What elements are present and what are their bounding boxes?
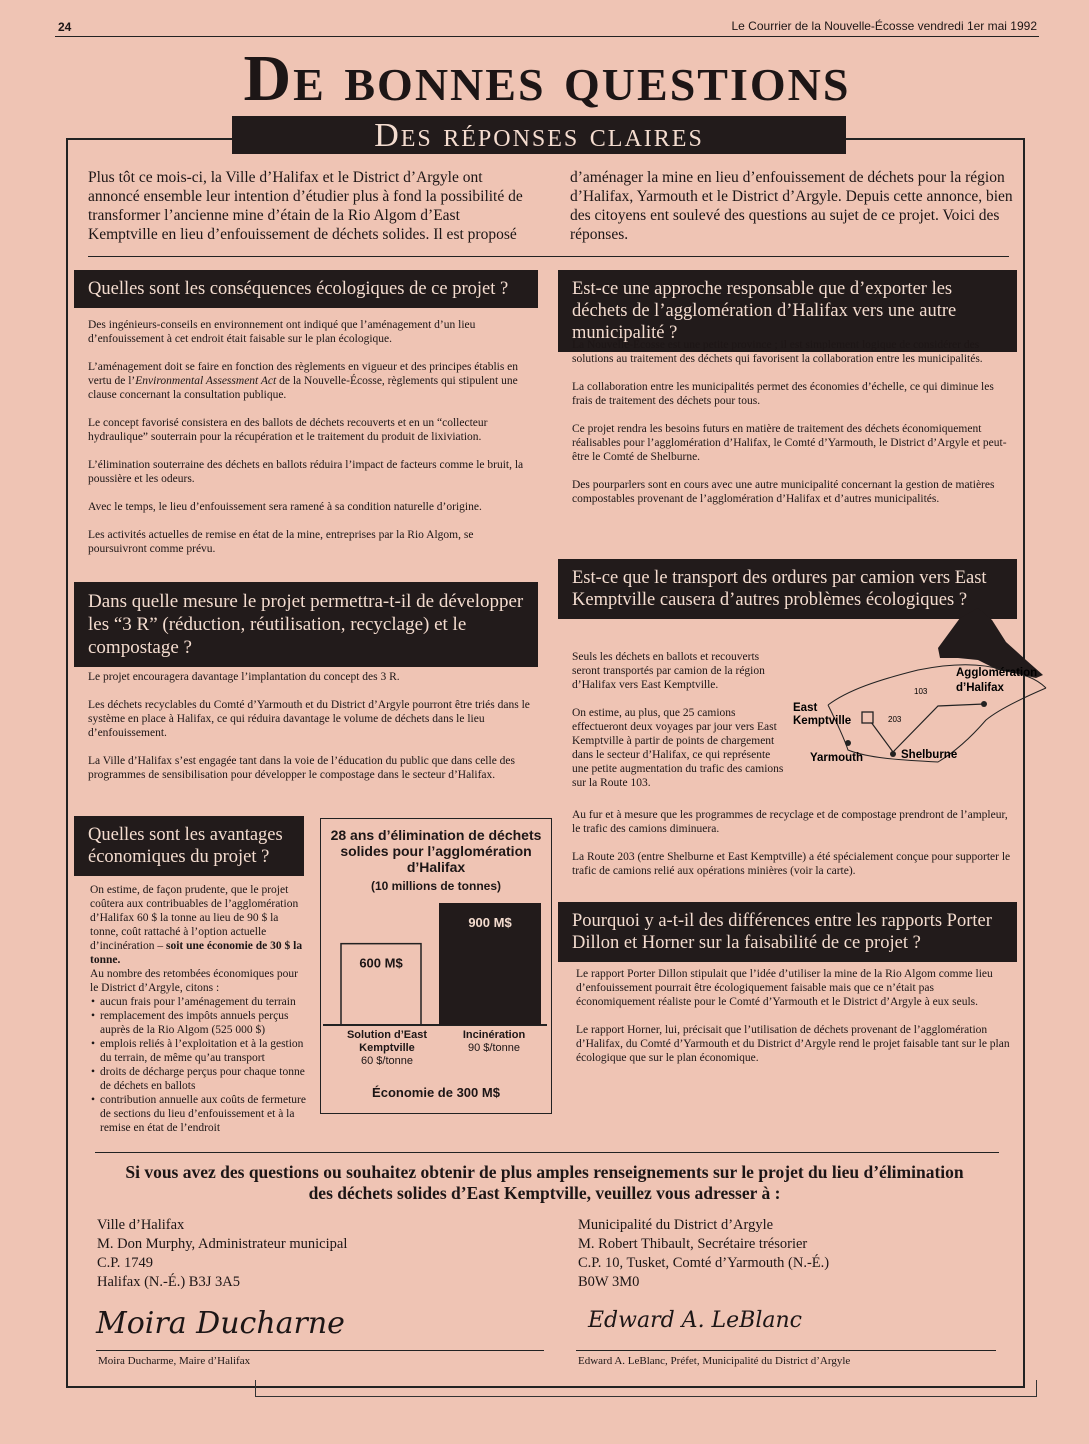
paragraph: L’élimination souterraine des déchets en ballots réduira l’impact de facteurs comme le bruit, la poussière et les odeurs. <box>88 459 524 485</box>
list-item: • aucun frais pour l’aménagement du terrain <box>100 995 308 1009</box>
chart-title: 28 ans d’élimination de déchets solides pour l’agglomération d’Halifax <box>330 827 542 875</box>
signature-caption: Edward A. LeBlanc, Préfet, Municipalité du District d’Argyle <box>578 1355 851 1367</box>
halifax-marker <box>981 701 987 707</box>
address-line: C.P. 10, Tusket, Comté d’Yarmouth (N.-É.) <box>578 1255 830 1271</box>
east-kemptville-label-2: Kemptville <box>793 715 852 727</box>
question-economics-title: Quelles sont les avantages économiques du projet ? <box>74 816 304 876</box>
question-ecology-title: Quelles sont les conséquences écologiques de ce projet ? <box>74 270 538 308</box>
paragraph: Seuls les déchets en ballots et recouverts seront transportés par camion de la région d’Halifax vers East Kemptville. <box>572 651 765 691</box>
footer-question: Si vous avez des questions ou souhaitez obtenir de plus amples renseignements sur le projet du lieu d’élimination des déchets solides d’East Kemptville, veuillez vous adresser à : <box>125 1162 964 1203</box>
signature-caption: Moira Ducharme, Maire d’Halifax <box>98 1355 251 1367</box>
east-kemptville-label: East <box>793 702 818 714</box>
newspaper-dateline: Le Courrier de la Nouvelle-Écosse vendredi 1er mai 1992 <box>731 19 1037 33</box>
argyle-contact <box>578 1216 998 1292</box>
paragraph: Des pourparlers sont en cours avec une autre municipalité concernant la gestion de matières compostables provenant de l’agglomération d’Halifax et d’autres municipalités. <box>572 479 995 505</box>
subheadline: Des réponses claires <box>232 116 846 154</box>
question-transport-body <box>572 650 786 804</box>
address-line: B0W 3M0 <box>578 1274 640 1290</box>
paragraph: La Nouvelle-Écosse est une petite province ; il est simplement logique de considérer des solutions au traitement des déchets qui favorisent la collaboration entre les municipalités. <box>572 339 983 365</box>
headline: De bonnes questions <box>243 42 851 115</box>
signature-line <box>576 1350 996 1351</box>
signature-argyle: Edward A. LeBlanc <box>588 1308 802 1333</box>
shelburne-marker <box>890 751 896 757</box>
paragraph: Ce projet rendra les besoins futurs en matière de traitement des déchets économiquement réalisables pour l’agglomération d’Halifax, le Comté d’Yarmouth, le District d’Argyle et peut-être le Comté de Shelburne. <box>572 423 1007 463</box>
question-3r-title: Dans quelle mesure le projet permettra-t-il de développer les “3 R” (réduction, réutilisation, recyclage) et le compostage ? <box>74 582 538 667</box>
paragraph: La collaboration entre les municipalités permet des économies d’échelle, ce qui diminue les frais de traitement des déchets pour tous. <box>572 381 994 407</box>
paragraph: Le rapport Porter Dillon stipulait que l’idée d’utiliser la mine de la Rio Algom comme lieu d’enfouissement pourrait être écologiquement faisable mais que ce n’était pas économiquement réaliste pour le Comté d’Yarmouth et le District d’Argyle à eux seuls. <box>576 968 993 1008</box>
paragraph: Le rapport Horner, lui, précisait que l’utilisation de déchets provenant de l’agglomération d’Halifax, du Comté d’Yarmouth et du District d’Argyle rend le projet faisable tant sur le plan écologique que sur le plan économique. <box>576 1024 1010 1064</box>
signature-halifax: Moira Ducharne <box>96 1306 345 1341</box>
address-line: M. Robert Thibault, Secrétaire trésorier <box>578 1236 808 1252</box>
paragraph: La Route 203 (entre Shelburne et East Kemptville) a été spécialement conçue pour supporter le trafic de camions relié aux opérations minières (voir la carte). <box>572 851 1011 877</box>
paragraph: Les activités actuelles de remise en état de la mine, entreprises par la Rio Algom, se poursuivront comme prévu. <box>88 529 474 555</box>
question-transport-title: Est-ce que le transport des ordures par camion vers East Kemptville causera d’autres problèmes écologiques ? <box>558 559 1017 619</box>
bottom-ad-frame <box>255 1380 1037 1397</box>
signature-line <box>96 1350 544 1351</box>
list-item: • emplois reliés à l’exploitation et à la gestion du terrain, de même qu’au transport <box>100 1037 308 1065</box>
address-line: Halifax (N.-É.) B3J 3A5 <box>97 1274 240 1290</box>
intro-right: d’aménager la mine en lieu d’enfouissement de déchets pour la région d’Halifax, Yarmouth et le District d’Argyle. Depuis cette annonce, bien des citoyens ent soulevé des questions au sujet de ce projet. Voici des réponses. <box>570 169 1013 243</box>
halifax-contact <box>97 1216 517 1292</box>
bar-value-label: 600 M$ <box>359 955 403 971</box>
yarmouth-label: Yarmouth <box>810 752 864 764</box>
paragraph: Au nombre des retombées économiques pour le District d’Argyle, citons : <box>90 968 298 994</box>
address-line: C.P. 1749 <box>97 1255 154 1271</box>
list-item: • droits de décharge perçus pour chaque tonne de déchets en ballots <box>100 1065 308 1093</box>
chart-subtitle: (10 millions de tonnes) <box>370 879 502 893</box>
route-103-label: 103 <box>914 687 928 696</box>
paragraph: Au fur et à mesure que les programmes de recyclage et de compostage prendront de l’ampleur, le trafic des camions diminuera. <box>572 809 1008 835</box>
paragraph: Des ingénieurs-conseils en environnement ont indiqué que l’aménagement d’un lieu d’enfouissement à cet endroit était faisable sur le plan écologique. <box>88 319 476 345</box>
paragraph: On estime, au plus, que 25 camions effectueront deux voyages par jour vers East Kemptville à partir de points de chargement dans le secteur d’Halifax, ce qui représente une petite augmentation du trafic des camions sur la Route 103. <box>572 707 784 789</box>
question-export-title: Est-ce une approche responsable que d’exporter les déchets de l’agglomération d’Halifax vers une autre municipalité ? <box>558 270 1017 352</box>
paragraph: L’aménagement doit se faire en fonction des règlements en vigueur et des principes établis en vertu de l’Environmental Assessment Act de la Nouvelle-Écosse, règlements qui stipulent une clause concernant la consultation publique. <box>88 361 519 401</box>
page-number: 24 <box>58 20 72 34</box>
category-label: Solution d’East Kemptville 60 $/tonne <box>346 1029 428 1067</box>
halifax-label: Agglomération <box>956 667 1038 679</box>
coastline <box>828 665 1046 762</box>
paragraph: Les déchets recyclables du Comté d’Yarmouth et du District d’Argyle pourront être triés dans le système en place à Halifax, ce qui réduira davantage le volume de déchets dans le lieu d’enfouissement. <box>88 699 530 739</box>
question-transport-body-cont <box>572 808 1012 892</box>
footer-rule <box>95 1152 999 1153</box>
intro-left: Plus tôt ce mois-ci, la Ville d’Halifax et le District d’Argyle ont annoncé ensemble leur intention d’étudier plus à fond la possibilité de transformer l’ancienne mine d’étain de la Rio Algom d’East Kemptville en lieu d’enfouissement de déchets solides. Il est proposé <box>88 169 523 243</box>
paragraph: La Ville d’Halifax s’est engagée tant dans la voie de l’éducation du public que dans celle des programmes de sensibilisation pour développer le compostage dans le secteur d’Halifax. <box>88 755 515 781</box>
list-item: • remplacement des impôts annuels perçus auprès de la Rio Algom (525 000 $) <box>100 1009 308 1037</box>
route-203-label: 203 <box>888 715 902 724</box>
chart-footer: Économie de 300 M$ <box>372 1085 500 1100</box>
paragraph: On estime, de façon prudente, que le projet coûtera aux contribuables de l’agglomération d’Halifax 60 $ la tonne au lieu de 90 $ la tonne, coût rattaché à l’option actuelle d’incinération – soit une économie de 30 $ la tonne. <box>90 884 303 966</box>
question-ecology-body <box>88 318 528 570</box>
question-reports-title: Pourquoi y a-t-il des différences entre les rapports Porter Dillon et Horner sur la faisabilité de ce projet ? <box>558 902 1017 962</box>
shelburne-label: Shelburne <box>901 749 958 761</box>
paragraph: Le concept favorisé consistera en des ballots de déchets recouverts et en un “collecteur hydraulique” souterrain pour la récupération et le traitement du produit de lixiviation. <box>88 417 488 443</box>
intro-divider <box>88 256 1009 257</box>
route-map <box>788 600 1058 780</box>
address-line: M. Don Murphy, Administrateur municipal <box>97 1236 348 1252</box>
paragraph: Le projet encouragera davantage l’implantation du concept des 3 R. <box>88 671 400 683</box>
chart-plot <box>321 819 551 1113</box>
halifax-label-2: d’Halifax <box>956 682 1004 694</box>
question-3r-body <box>88 670 532 796</box>
benefits-list <box>90 995 308 1135</box>
list-item: • contribution annuelle aux coûts de fermeture de sections du lieu d’enfouissement et à la remise en état de l’endroit <box>100 1093 308 1135</box>
yarmouth-marker <box>845 740 851 746</box>
top-rule <box>55 36 1039 37</box>
address-line: Municipalité du District d’Argyle <box>578 1217 774 1233</box>
route-203-line <box>868 704 984 752</box>
cost-chart <box>320 818 552 1114</box>
category-label: Incinération 90 $/tonne <box>462 1029 526 1054</box>
question-reports-body <box>576 967 1016 1079</box>
address-line: Ville d’Halifax <box>97 1217 185 1233</box>
question-economics-body <box>90 883 308 1135</box>
question-export-body <box>572 338 1012 520</box>
east-kemptville-marker <box>862 712 873 723</box>
bar-value-label: 900 M$ <box>468 915 512 930</box>
paragraph: Avec le temps, le lieu d’enfouissement sera ramené à sa condition naturelle d’origine. <box>88 501 482 513</box>
